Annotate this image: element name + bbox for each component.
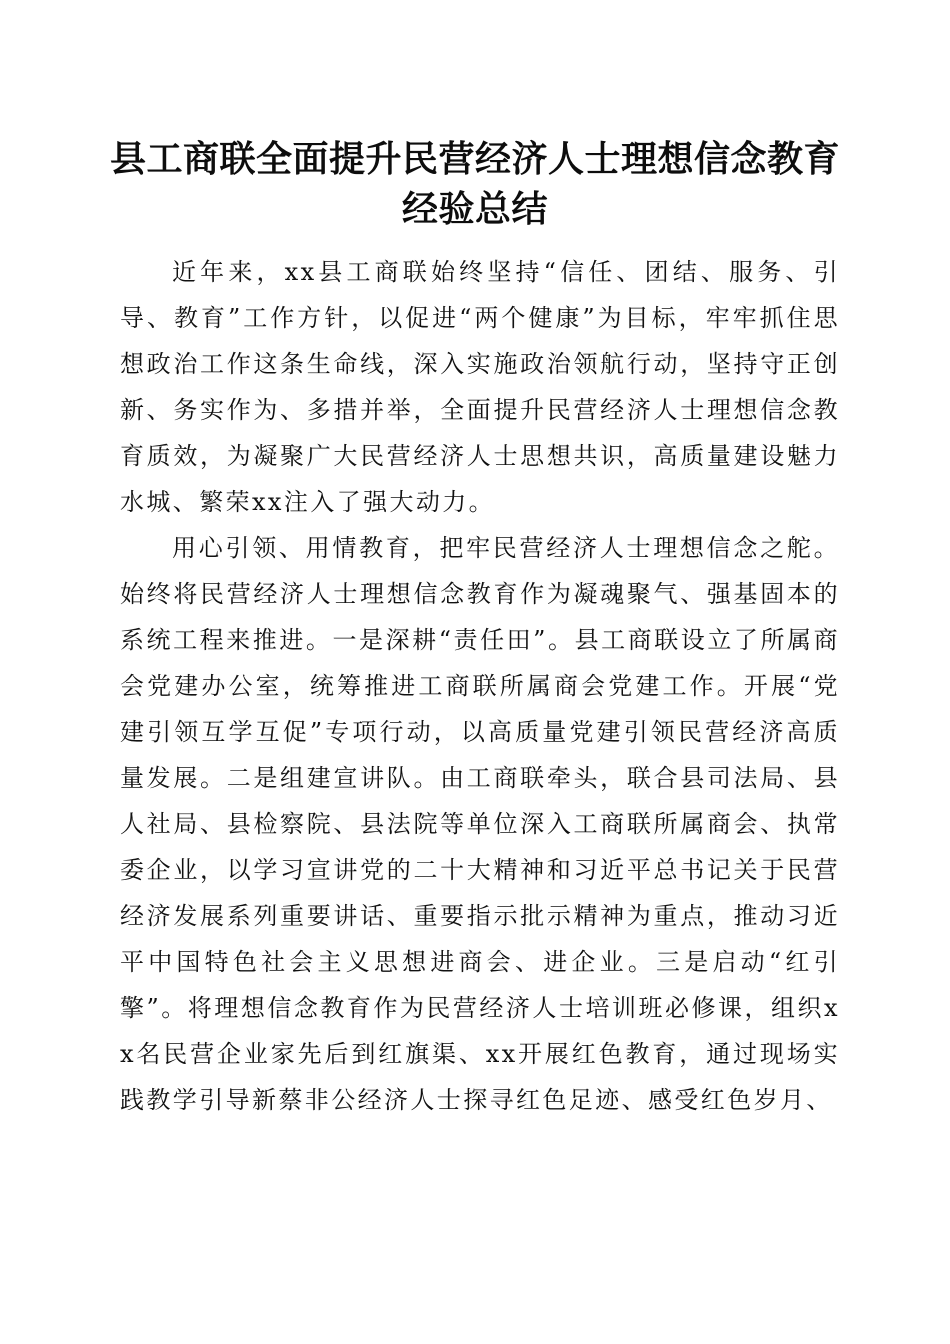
- paragraph-1: 近年来，xx县工商联始终坚持“信任、团结、服务、引导、教育”工作方针，以促进“两个健康”为目标，牢牢抓住思想政治工作这条生命线，深入实施政治领航行动，坚持守正创新、务实作为、多措并举，全面提升民营经济人士理想信念教育质效，为凝聚广大民营经济人士思想共识，高质量建设魅力水城、繁荣xx注入了强大动力。: [120, 258, 840, 516]
- title-line-1: 县工商联全面提升民营经济人士理想信念教育: [110, 138, 841, 180]
- document-body: [120, 249, 840, 1123]
- document-title: [110, 134, 840, 234]
- paragraph-2: 用心引领、用情教育，把牢民营经济人士理想信念之舵。始终将民营经济人士理想信念教育作为凝魂聚气、强基固本的系统工程来推进。一是深耕“责任田”。县工商联设立了所属商会党建办公室，统筹推进工商联所属商会党建工作。开展“党建引领互学互促”专项行动，以高质量党建引领民营经济高质量发展。二是组建宣讲队。由工商联牵头，联合县司法局、县人社局、县检察院、县法院等单位深入工商联所属商会、执常委企业，以学习宣讲党的二十大精神和习近平总书记关于民营经济发展系列重要讲话、重要指示批示精神为重点，推动习近平中国特色社会主义思想进商会、进企业。三是启动“红引擎”。将理想信念教育作为民营经济人士培训班必修课，组织xx名民营企业家先后到红旗渠、xx开展红色教育，通过现场实践教学引导新蔡非公经济人士探寻红色足迹、感受红色岁月、: [120, 534, 840, 1114]
- title-line-2: 经验总结: [401, 188, 548, 230]
